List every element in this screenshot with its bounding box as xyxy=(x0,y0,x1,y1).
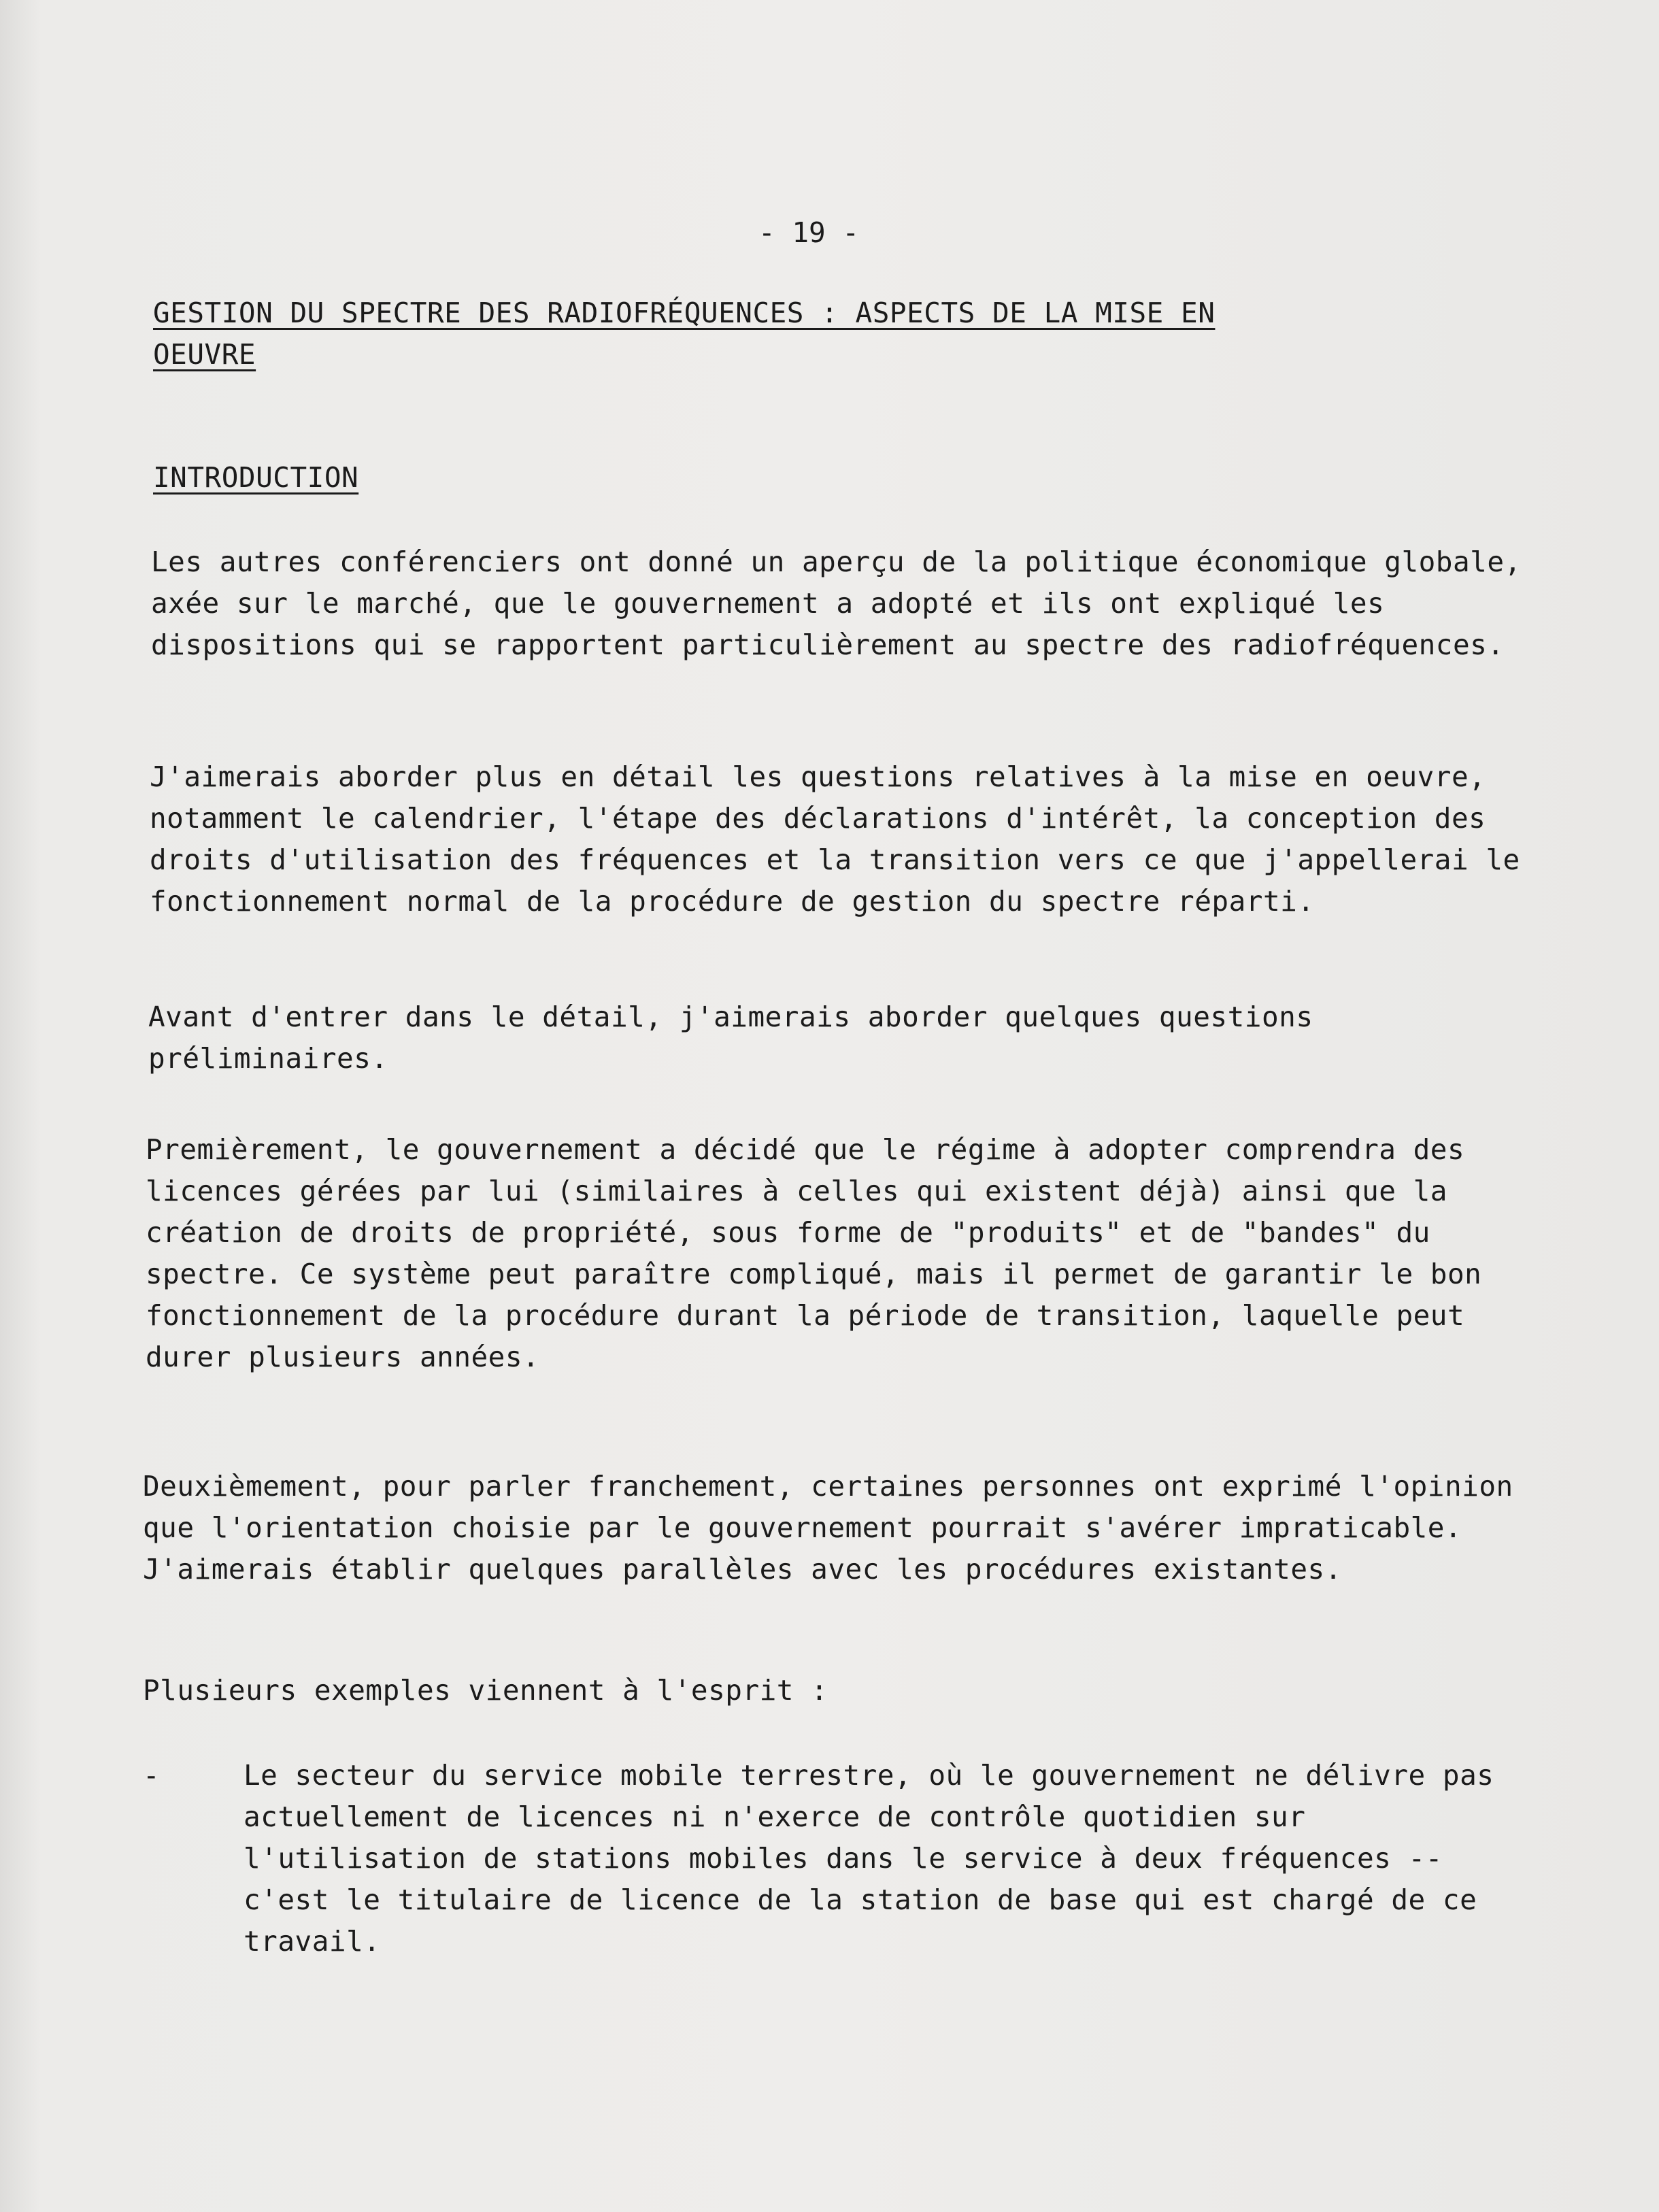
page-number: - 19 - xyxy=(758,216,860,249)
list-bullet: - xyxy=(143,1759,161,1792)
paragraph-6: Plusieurs exemples viennent à l'esprit : xyxy=(143,1674,828,1707)
paragraph-5: Deuxièmement, pour parler franchement, certaines personnes ont exprimé l'opinion que l'orientation choisie par le gouvernement pourrait s'avérer impraticable. J'aimerais établir quelques parallèles avec les procédures existantes. xyxy=(143,1470,1513,1586)
paragraph-1: Les autres conférenciers ont donné un aperçu de la politique économique globale, axée sur le marché, que le gouvernement a adopté et ils ont expliqué les dispositions qui se rapportent particulièrement au spectre des radiofréquences. xyxy=(151,546,1522,661)
section-heading: INTRODUCTION xyxy=(153,461,359,494)
paragraph-4: Premièrement, le gouvernement a décidé que le régime à adopter comprendra des licences gérées par lui (similaires à celles qui existent déjà) ainsi que la création de droits de propriété, sous forme de "produits" et de "bandes" du spectre. Ce système peut paraître compliqué, mais il permet de garantir le bon fonctionnement de la procédure durant la période de transition, laquelle peut durer plusieurs années. xyxy=(146,1133,1482,1373)
paragraph-2: J'aimerais aborder plus en détail les questions relatives à la mise en oeuvre, notamment le calendrier, l'étape des déclarations d'intérêt, la conception des droits d'utilisation des fréquences et la transition vers ce que j'appellerai le fonctionnement normal de la procédure de gestion du spectre réparti. xyxy=(150,760,1520,918)
title-line-1: GESTION DU SPECTRE DES RADIOFRÉQUENCES : ASPECTS DE LA MISE EN xyxy=(153,297,1216,329)
title-line-2: OEUVRE xyxy=(153,338,256,371)
document-title xyxy=(153,292,1541,375)
list-item xyxy=(143,1755,1544,1962)
list-item-text: Le secteur du service mobile terrestre, où le gouvernement ne délivre pas actuellement de licences ni n'exerce de contrôle quotidien sur l'utilisation de stations mobiles dans le service à deux fréquences -- c'est le titulaire de licence de la station de base qui est chargé de ce travail. xyxy=(244,1759,1494,1958)
paragraph-3: Avant d'entrer dans le détail, j'aimerais aborder quelques questions préliminaires. xyxy=(148,1001,1313,1075)
